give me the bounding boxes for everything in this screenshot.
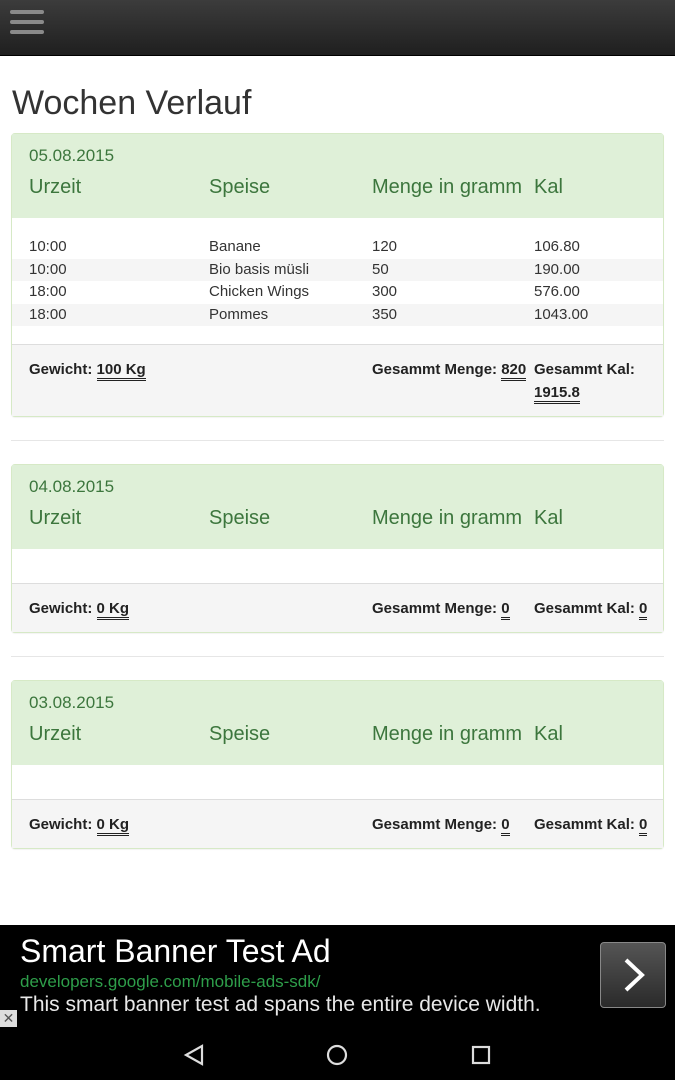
hamburger-menu-button[interactable] [10,10,44,40]
column-header-food: Speise [209,176,271,198]
entry-list [12,765,663,799]
chevron-right-icon [618,957,648,993]
weight-label: Gewicht: [29,361,93,378]
table-row [12,304,663,327]
ad-description: This smart banner test ad spans the entire device width. [20,993,541,1016]
day-header [12,681,663,765]
day-date: 04.08.2015 [29,477,115,496]
weight-summary [12,597,372,620]
day-summary [12,799,663,848]
day-summary [12,583,663,632]
column-header-food: Speise [209,507,271,529]
day-header [12,465,663,549]
day-separator [11,656,664,657]
total-amount-summary [372,358,534,404]
day-header [12,134,663,218]
weight-value: 0 Kg [97,600,130,620]
day-panel [11,133,664,417]
total-kcal-summary [534,813,663,836]
column-header-kcal: Kal [534,723,563,745]
app-toolbar [0,0,675,56]
total-kcal-summary [534,358,663,404]
column-header-amount: Menge in gramm [372,723,523,745]
column-header-time: Urzeit [29,507,82,529]
total-amount-summary [372,813,534,836]
entry-time: 18:00 [29,305,67,323]
home-icon[interactable] [324,1042,350,1068]
entry-list [12,218,663,344]
day-date: 05.08.2015 [29,146,115,165]
total-amount-value: 0 [501,600,509,620]
close-icon[interactable]: ✕ [0,1010,17,1027]
total-amount-label: Gesammt Menge: [372,361,498,378]
entry-kcal: 576.00 [534,283,580,300]
total-kcal-value: 0 [639,600,647,620]
day-list [11,133,664,849]
total-kcal-label: Gesammt Kal: [534,600,635,617]
column-header-time: Urzeit [29,176,82,198]
back-icon[interactable] [181,1042,207,1068]
column-header-time: Urzeit [29,723,82,745]
weight-label: Gewicht: [29,600,93,617]
system-nav-bar [0,1030,675,1080]
entry-amount: 300 [372,283,398,300]
column-header-kcal: Kal [534,176,563,198]
day-separator [11,440,664,441]
entry-kcal: 106.80 [534,238,580,255]
entry-food: Pommes [209,305,269,323]
ad-url[interactable]: developers.google.com/mobile-ads-sdk/ [20,972,321,991]
entry-amount: 120 [372,238,398,255]
total-kcal-label: Gesammt Kal: [534,361,635,378]
entry-list [12,549,663,583]
entry-amount: 50 [372,260,389,278]
total-amount-label: Gesammt Menge: [372,600,498,617]
entry-food: Chicken Wings [209,283,310,300]
total-amount-value: 0 [501,816,509,836]
column-header-kcal: Kal [534,507,563,529]
entry-time: 10:00 [29,238,67,255]
total-amount-summary [372,597,534,620]
main-content [0,56,675,925]
day-summary [12,344,663,416]
weight-value: 0 Kg [97,816,130,836]
entry-kcal: 190.00 [534,260,580,278]
column-headers [12,507,663,529]
ad-banner[interactable] [0,925,675,1030]
table-row [12,259,663,282]
page-title: Wochen Verlauf [12,84,252,122]
column-headers [12,176,663,198]
day-panel [11,680,664,849]
total-kcal-value: 1915.8 [534,384,580,404]
entry-amount: 350 [372,305,398,323]
total-kcal-value: 0 [639,816,647,836]
day-panel [11,464,664,633]
ad-title: Smart Banner Test Ad [20,933,331,969]
column-headers [12,723,663,745]
table-row [12,281,663,304]
total-amount-value: 820 [501,361,526,381]
entry-food: Bio basis müsli [209,260,310,278]
entry-time: 10:00 [29,260,67,278]
column-header-amount: Menge in gramm [372,507,523,529]
entry-food: Banane [209,238,261,255]
entry-time: 18:00 [29,283,67,300]
weight-summary [12,358,372,404]
column-header-amount: Menge in gramm [372,176,523,198]
day-date: 03.08.2015 [29,693,115,712]
recents-icon[interactable] [468,1042,494,1068]
ad-open-button[interactable] [600,942,666,1008]
total-amount-label: Gesammt Menge: [372,816,498,833]
table-row [12,236,663,259]
weight-label: Gewicht: [29,816,93,833]
weight-summary [12,813,372,836]
total-kcal-summary [534,597,663,620]
total-kcal-label: Gesammt Kal: [534,816,635,833]
column-header-food: Speise [209,723,271,745]
weight-value: 100 Kg [97,361,146,381]
entry-kcal: 1043.00 [534,305,589,323]
